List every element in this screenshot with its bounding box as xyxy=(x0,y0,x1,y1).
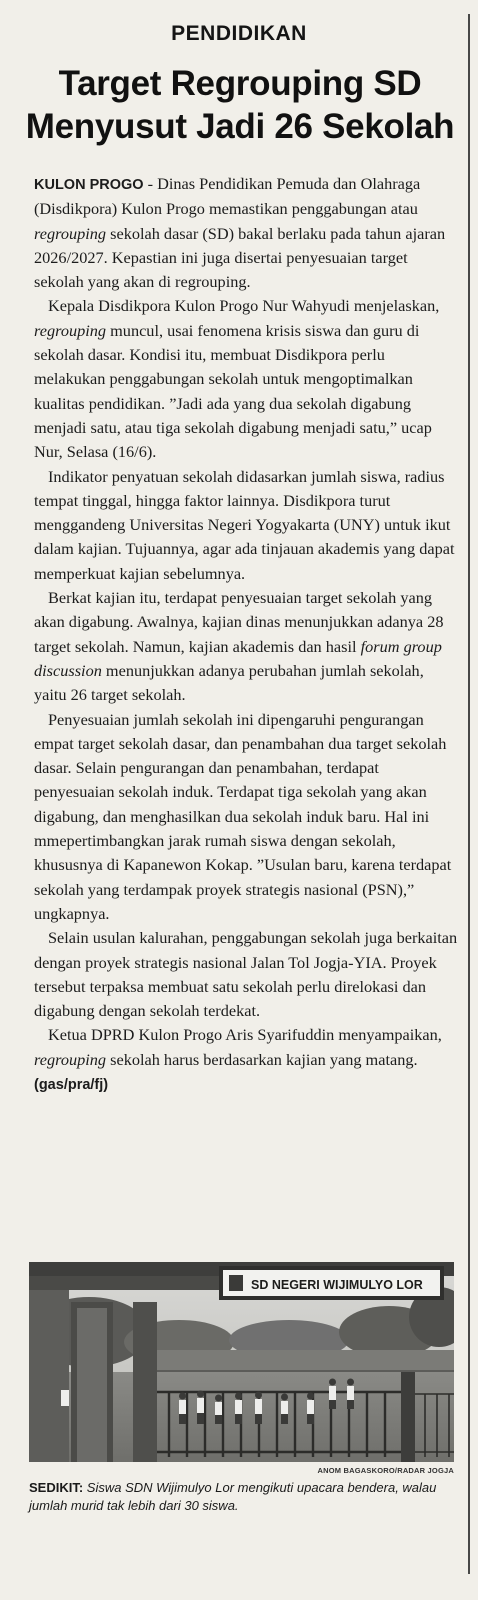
paragraph-1 xyxy=(34,172,458,294)
paragraph-7-text-b: sekolah harus berdasarkan kajian yang matang. xyxy=(106,1049,418,1069)
headline-line-1: Target Regrouping SD xyxy=(58,64,422,103)
paragraph-4 xyxy=(34,586,458,707)
section-rubric: PENDIDIKAN xyxy=(171,22,307,45)
dateline: KULON PROGO xyxy=(34,177,144,193)
paragraph-7-italic: regrouping xyxy=(34,1049,107,1069)
caption-lead: SEDIKIT: xyxy=(29,1480,84,1495)
paragraph-7 xyxy=(34,1023,458,1097)
paragraph-4-italic: forum group discussion xyxy=(34,636,442,680)
headline-line-2: Menyusut Jadi 26 Sekolah xyxy=(25,107,455,146)
paragraph-3: Indikator penyatuan sekolah didasarkan jumlah siswa, radius tempat tinggal, hingga faktor lainnya. Disdikpora turut menggandeng Universitas Negeri Yogyakarta (UNY) untuk ikut dalam kajian. Tujuannya, agar ada tinjauan akademis yang dapat memperkuat kajian sebelumnya. xyxy=(34,466,455,583)
article-body xyxy=(34,172,458,1097)
author-initials: (gas/pra/fj) xyxy=(34,1076,109,1093)
paragraph-2-italic: regrouping xyxy=(34,320,107,340)
photo-credit: ANOM BAGASKORO/RADAR JOGJA xyxy=(317,1466,454,1475)
paragraph-1-text-b: sekolah dasar (SD) bakal berlaku pada tahun ajaran 2026/2027. Kepastian ini juga disertai penyesuaian target sekolah yang akan di regrouping. xyxy=(34,223,446,292)
photo-caption xyxy=(29,1479,459,1515)
school-photo-illustration xyxy=(29,1262,454,1462)
school-sign-text: SD NEGERI WIJIMULYO LOR xyxy=(251,1278,423,1292)
paragraph-7-text-a: Ketua DPRD Kulon Progo Aris Syarifuddin menyampaikan, xyxy=(48,1025,442,1045)
paragraph-4-text-b: menunjukkan adanya perubahan jumlah sekolah, yaitu 26 target sekolah. xyxy=(34,660,424,705)
paragraph-6: Selain usulan kalurahan, penggabungan sekolah juga berkaitan dengan proyek strategis nasional Jalan Tol Jogja-YIA. Proyek tersebut terpaksa membuat satu sekolah perlu direlokasi dan digabung dengan sekolah terdekat. xyxy=(34,928,458,1021)
paragraph-2-text-b: muncul, usai fenomena krisis siswa dan guru di sekolah dasar. Kondisi itu, membuat Disdikpora perlu melakukan penggabungan sekolah untuk mengoptimalkan kualitas pendidikan. ”Jadi ada yang dua sekolah digabung menjadi satu, atau tiga sekolah digabung menjadi satu,” ucap Nur, Selasa (16/6). xyxy=(34,320,432,462)
paragraph-2 xyxy=(34,294,458,464)
caption-text: Siswa SDN Wijimulyo Lor mengikuti upacara bendera, walau jumlah murid tak lebih dari 30 siswa. xyxy=(29,1480,437,1513)
paragraph-1-italic: regrouping xyxy=(34,223,107,243)
news-photo xyxy=(29,1262,454,1462)
paragraph-2-text-a: Kepala Disdikpora Kulon Progo Nur Wahyudi menjelaskan, xyxy=(48,296,440,316)
headline xyxy=(14,62,466,148)
paragraph-4-text-a: Berkat kajian itu, terdapat penyesuaian target sekolah yang akan digabung. Awalnya, kajian dinas menunjukkan adanya 28 target sekolah. Namun, kajian akademis dan hasil xyxy=(34,588,444,656)
column-rule xyxy=(468,14,470,1574)
paragraph-1-text-a: - Dinas Pendidikan Pemuda dan Olahraga (Disdikpora) Kulon Progo memastikan penggabungan atau xyxy=(34,174,421,219)
paragraph-5: Penyesuaian jumlah sekolah ini dipengaruhi pengurangan empat target sekolah dasar, dan penambahan dua target sekolah dasar. Selain pengurangan dan penambahan, terdapat penyesuaian sekolah induk. Terdapat tiga sekolah yang akan digabung, dan menghasilkan dua sekolah induk baru. Hal ini mmepertimbangkan jarak rumah siswa dengan sekolah, khususnya di Kapanewon Kokap. ”Usulan baru, karena terdapat sekolah yang terdampak proyek strategis nasional (PSN),” ungkapnya. xyxy=(34,709,452,923)
